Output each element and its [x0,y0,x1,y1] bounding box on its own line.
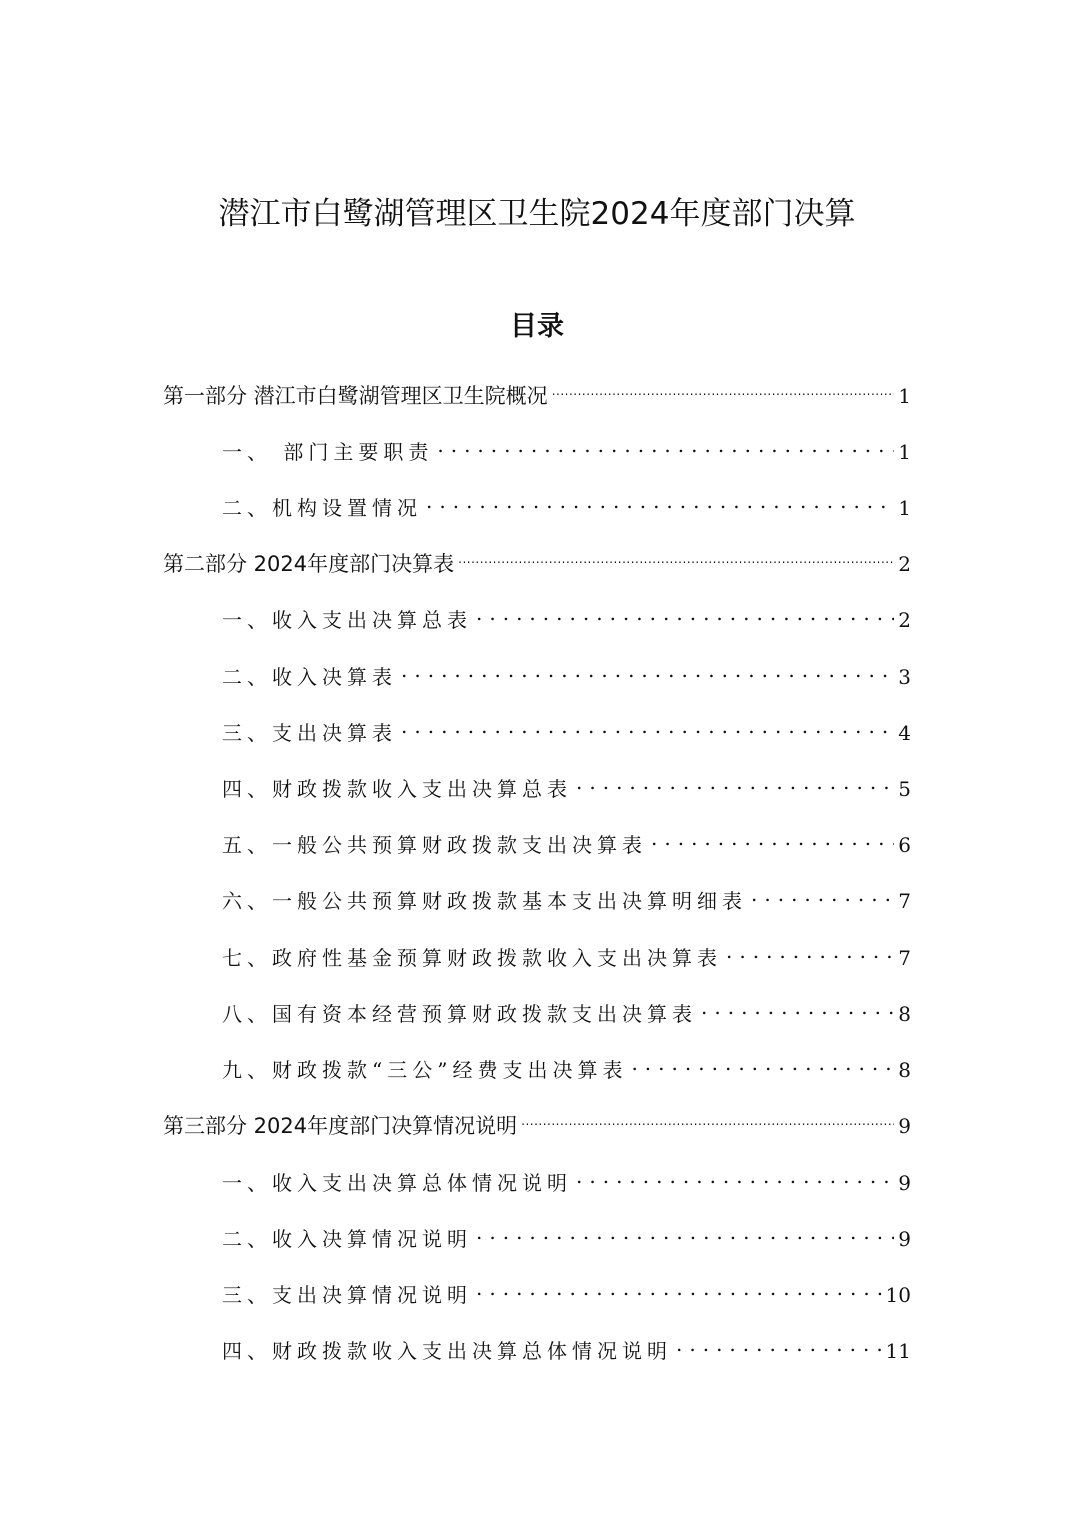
toc-entry-label: 一、收入支出决算总表 [222,608,472,632]
dot-leader [576,760,894,796]
toc-entry-label: 二、机构设置情况 [222,496,422,520]
dot-leader [651,816,894,852]
toc-entry-2-1[interactable] [222,591,911,632]
toc-entry-1-1[interactable] [222,423,911,464]
toc-entry-page: 7 [898,889,911,913]
toc-entry-2-9[interactable] [222,1041,911,1082]
toc-entry-label: 二、收入决算情况说明 [222,1227,472,1251]
toc-entry-page: 3 [898,665,911,689]
toc-entry-page: 4 [898,721,911,745]
dot-leader [401,648,894,684]
toc-entry-label: 三、支出决算表 [222,721,397,745]
dot-leader [458,535,894,571]
toc-entry-page: 8 [898,1002,911,1026]
toc-entry-page: 9 [898,1171,911,1195]
toc-entry-page: 5 [898,777,911,801]
toc-entry-3-2[interactable] [222,1210,911,1251]
toc-entry-page: 9 [898,1114,911,1138]
toc-entry-label: 九、财政拨款“三公”经费支出决算表 [222,1058,628,1082]
toc-entry-2-7[interactable] [222,929,911,970]
toc-entry-page: 1 [898,384,911,408]
toc-entry-2-6[interactable] [222,872,911,913]
toc-entry-2-4[interactable] [222,760,911,801]
dot-leader [751,872,894,908]
toc-entry-label: 六、一般公共预算财政拨款基本支出决算明细表 [222,889,747,913]
toc-entry-label: 四、财政拨款收入支出决算总表 [222,777,572,801]
toc-entry-2-2[interactable] [222,648,911,689]
dot-leader [631,1041,894,1077]
toc-entry-page: 9 [898,1227,911,1251]
toc-entry-1-2[interactable] [222,479,911,520]
toc-entry-part-2[interactable] [163,535,911,576]
toc-entry-3-1[interactable] [222,1154,911,1195]
toc-entry-label: 二、收入决算表 [222,665,397,689]
toc-entry-label: 五、一般公共预算财政拨款支出决算表 [222,833,647,857]
toc-entry-page: 2 [898,552,911,576]
toc-entry-label: 七、政府性基金预算财政拨款收入支出决算表 [222,946,722,970]
toc-entry-label: 一、收入支出决算总体情况说明 [222,1171,572,1195]
dot-leader [476,1210,894,1246]
dot-leader [676,1322,882,1358]
toc-heading: 目录 [510,311,564,342]
toc-entry-page: 11 [885,1339,911,1363]
dot-leader [701,985,894,1021]
document-title: 潜江市白鹭湖管理区卫生院2024年度部门决算 [218,196,856,232]
toc-entry-label: 三、支出决算情况说明 [222,1283,472,1307]
toc-entry-2-3[interactable] [222,704,911,745]
dot-leader [426,479,894,515]
toc-entry-label: 一、 部门主要职责 [222,440,434,464]
toc-entry-page: 1 [898,440,911,464]
dot-leader [476,1266,882,1302]
toc-entry-label: 八、国有资本经营预算财政拨款支出决算表 [222,1002,697,1026]
dot-leader [552,367,895,403]
toc-entry-page: 8 [898,1058,911,1082]
dot-leader [476,591,894,627]
toc-entry-page: 10 [885,1283,911,1307]
toc-entry-2-5[interactable] [222,816,911,857]
toc-entry-label: 第一部分 潜江市白鹭湖管理区卫生院概况 [163,384,548,408]
toc-entry-page: 6 [898,833,911,857]
toc-entry-part-3[interactable] [163,1097,911,1138]
toc-entry-3-4[interactable] [222,1322,911,1363]
toc-entry-label: 第二部分 2024年度部门决算表 [163,552,455,576]
toc-entry-part-1[interactable] [163,367,911,408]
dot-leader [521,1097,894,1133]
toc-entry-3-3[interactable] [222,1266,911,1307]
dot-leader [726,929,894,965]
dot-leader [437,423,894,459]
toc-entry-label: 第三部分 2024年度部门决算情况说明 [163,1114,518,1138]
toc-entry-page: 1 [898,496,911,520]
dot-leader [401,704,894,740]
toc-entry-page: 2 [898,608,911,632]
dot-leader [576,1154,894,1190]
toc-entry-page: 7 [898,946,911,970]
toc-entry-label: 四、财政拨款收入支出决算总体情况说明 [222,1339,672,1363]
toc-entry-2-8[interactable] [222,985,911,1026]
